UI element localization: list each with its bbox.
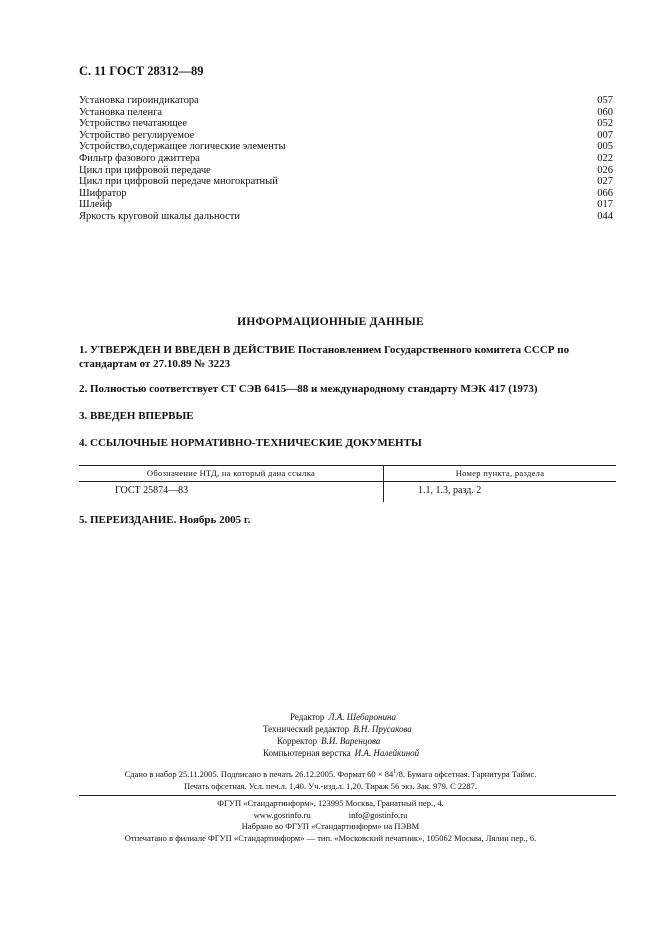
index-code: 027 bbox=[597, 176, 613, 188]
index-entry bbox=[79, 188, 613, 200]
index-term: Цикл при цифровой передаче bbox=[79, 164, 211, 176]
cell-document: ГОСТ 25874—83 bbox=[79, 482, 384, 503]
credits-block bbox=[0, 711, 661, 759]
index-code: 057 bbox=[597, 95, 613, 106]
index-term: Установка гироиндикатора bbox=[79, 95, 199, 106]
print-paper-text: /8. Бумага офсетная. Гарнитура Таймс. bbox=[396, 768, 537, 779]
index-entry bbox=[79, 199, 613, 211]
credit-label: Редактор bbox=[290, 712, 325, 722]
index-code: 005 bbox=[597, 141, 613, 153]
publisher-website-link[interactable]: www.gostinfo.ru bbox=[253, 809, 311, 820]
index-entry bbox=[79, 118, 613, 130]
info-section-title: ИНФОРМАЦИОННЫЕ ДАННЫЕ bbox=[237, 316, 424, 328]
credit-name: И.А. Налейкиной bbox=[354, 748, 420, 758]
print-info-line-2: Печать офсетная. Усл. печ.л. 1,40. Уч.-изд.л. 1,20. Тираж 56 экз. Зак. 979. С 2287. bbox=[183, 781, 478, 792]
reference-documents-table bbox=[79, 465, 616, 502]
table-row bbox=[79, 482, 616, 503]
print-info bbox=[0, 766, 661, 792]
index-term: Установка пеленга bbox=[79, 106, 163, 118]
info-item-5: 5. ПЕРЕИЗДАНИЕ. Ноябрь 2005 г. bbox=[79, 514, 251, 526]
index-entry bbox=[79, 107, 613, 119]
term-index-list bbox=[79, 95, 613, 223]
info-item-1: 1. УТВЕРЖДЕН И ВВЕДЕН В ДЕЙСТВИЕ Постановлением Государственного комитета СССР по стандартам от 27.10.89 № 3223 bbox=[79, 344, 570, 370]
publisher-email-link[interactable]: info@gostinfo.ru bbox=[348, 809, 408, 820]
index-term: Устройство,содержащее логические элементы bbox=[79, 141, 286, 153]
index-term: Яркость круговой шкалы дальности bbox=[79, 210, 240, 222]
index-entry bbox=[79, 165, 613, 177]
credit-tech-editor bbox=[263, 723, 661, 735]
credit-layout bbox=[263, 747, 661, 759]
index-code: 022 bbox=[597, 152, 613, 164]
credit-editor bbox=[290, 711, 661, 723]
col-header-document: Обозначение НТД, на который дана ссылка bbox=[79, 466, 384, 482]
publisher-print-note: Отпечатано в филиале ФГУП «Стандартинформ» — тип. «Московский печатник», 105062 Москва, Лялин пер., 6. bbox=[124, 832, 537, 843]
index-term: Цикл при цифровой передаче многократный bbox=[79, 176, 278, 188]
index-entry bbox=[79, 130, 613, 142]
index-term: Фильтр фазового джиттера bbox=[79, 152, 200, 164]
page-header: С. 11 ГОСТ 28312—89 bbox=[79, 64, 204, 78]
index-code: 017 bbox=[597, 199, 613, 211]
credit-label: Компьютерная верстка bbox=[263, 748, 351, 758]
credit-name: В.И. Варенцова bbox=[321, 736, 381, 746]
index-code: 066 bbox=[597, 187, 613, 199]
index-entry bbox=[79, 153, 613, 165]
index-entry bbox=[79, 211, 613, 223]
index-code: 007 bbox=[597, 129, 613, 141]
cell-clause: 1.1, 1.3, разд. 2 bbox=[418, 485, 482, 496]
publisher-info bbox=[0, 798, 661, 844]
credit-name: В.Н. Прусакова bbox=[353, 724, 412, 734]
index-entry bbox=[79, 176, 613, 188]
print-format-text: Сдано в набор 25.11.2005. Подписано в печать 26.12.2005. Формат 60 × 84 bbox=[124, 768, 394, 779]
index-entry bbox=[79, 141, 613, 153]
info-item-4: 4. ССЫЛОЧНЫЕ НОРМАТИВНО-ТЕХНИЧЕСКИЕ ДОКУМЕНТЫ bbox=[79, 437, 422, 449]
credit-corrector bbox=[277, 735, 661, 747]
index-code: 052 bbox=[597, 118, 613, 130]
publisher-contacts bbox=[0, 810, 661, 822]
table-header-row bbox=[79, 466, 616, 482]
index-code: 044 bbox=[597, 210, 613, 222]
index-entry bbox=[79, 95, 613, 107]
index-term: Устройство печатающее bbox=[79, 118, 187, 130]
credit-label: Корректор bbox=[277, 736, 318, 746]
info-item-2: 2. Полностью соответствует СТ СЭВ 6415—88 и международному стандарту МЭК 417 (1973) bbox=[79, 383, 538, 395]
publisher-address: ФГУП «Стандартинформ», 123995 Москва, Гранатный пер., 4. bbox=[217, 798, 444, 808]
index-code: 060 bbox=[597, 106, 613, 118]
credit-name: Л.А. Шебаронина bbox=[328, 712, 396, 722]
index-term: Шифратор bbox=[79, 187, 127, 199]
col-header-clause: Номер пункта, раздела bbox=[384, 466, 617, 482]
print-info-line-1 bbox=[0, 766, 661, 780]
info-item-3: 3. ВВЕДЕН ВПЕРВЫЕ bbox=[79, 410, 194, 422]
format-superscript: 1 bbox=[393, 769, 397, 775]
publisher-typeset-note: Набрано во ФГУП «Стандартинформ» на ПЭВМ bbox=[241, 821, 420, 832]
index-code: 026 bbox=[597, 164, 613, 176]
index-term: Устройство регулируемое bbox=[79, 129, 195, 141]
credit-label: Технический редактор bbox=[263, 724, 350, 734]
divider-line bbox=[79, 795, 616, 796]
index-term: Шлейф bbox=[79, 199, 112, 211]
